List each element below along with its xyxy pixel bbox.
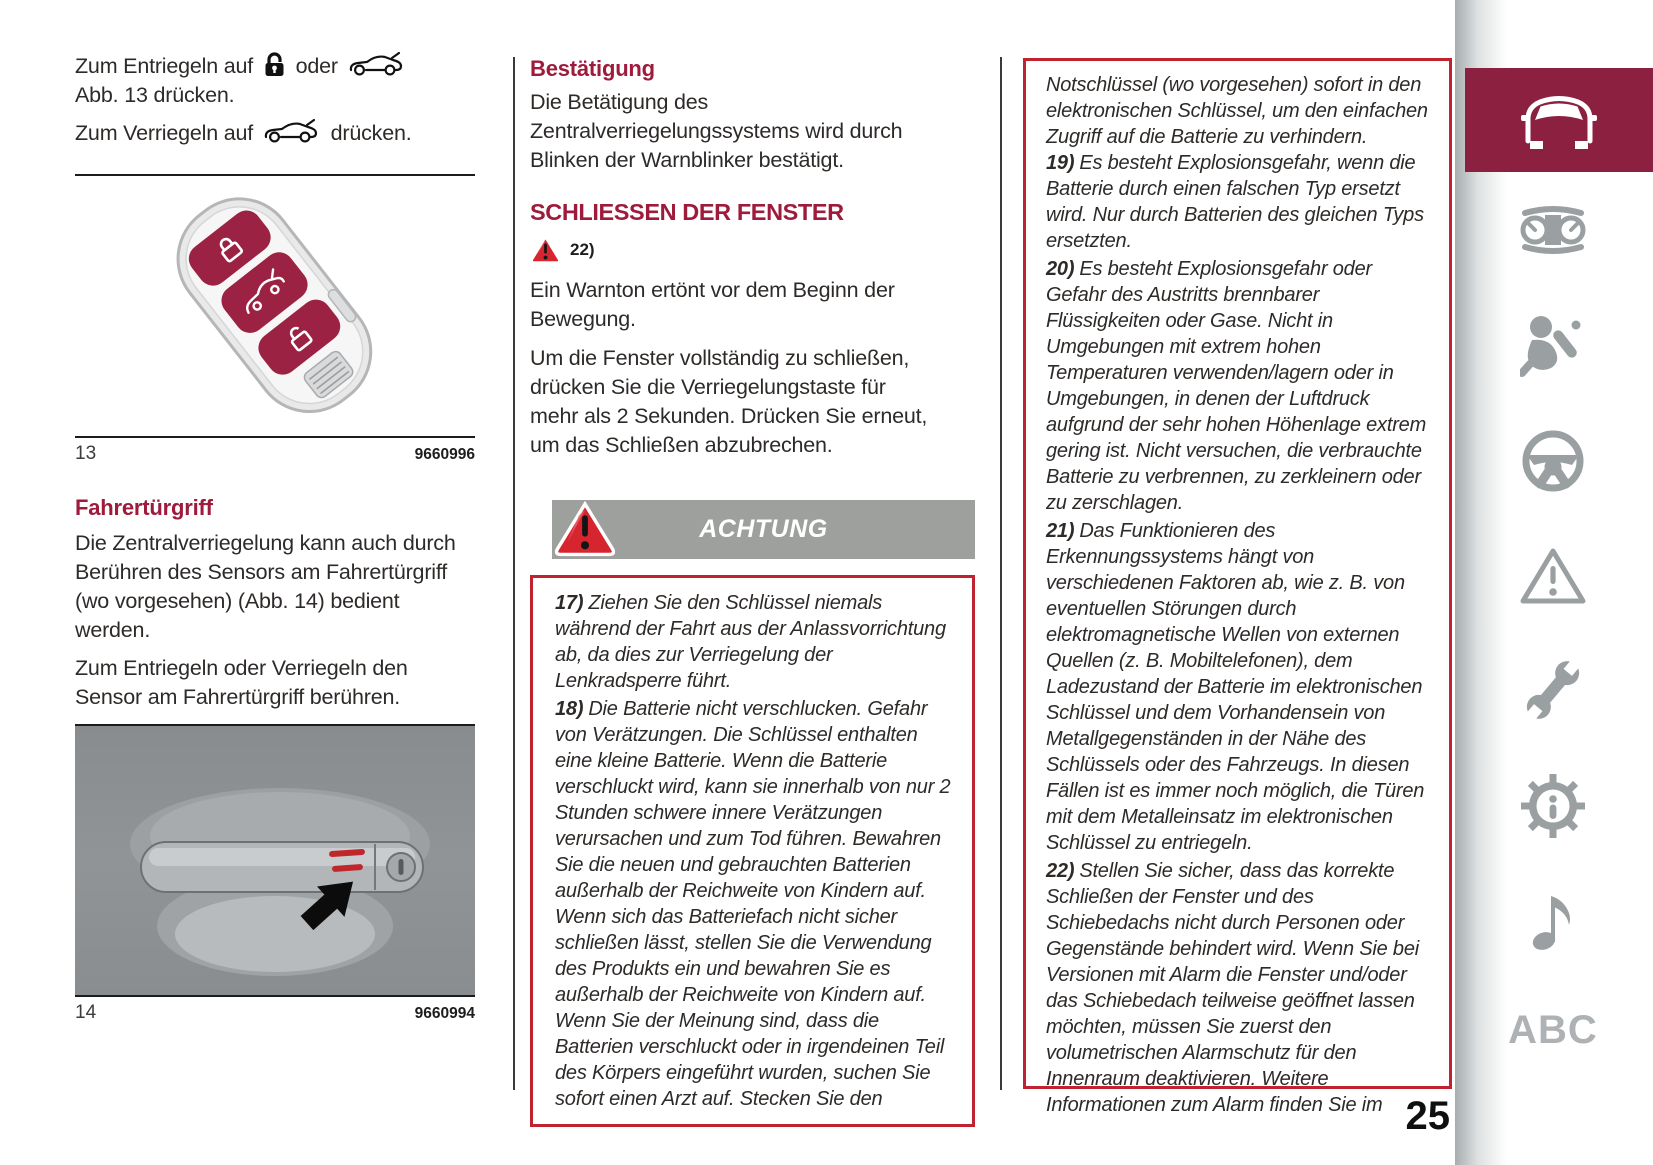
figure-number: 13	[75, 443, 97, 464]
warning-item: 20) Es besteht Explosionsgefahr oder Gefahr des Austritts brennbarer Flüssigkeiten oder Gase. Nicht in Umgebungen mit extrem hohen Temperaturen verwenden/lagern oder in Umgebungen, in denen der Luftdruck aufgrund der sehr hohen Höhenlage extrem gering ist. Nicht versuchen, die verbrauchte Batterie zu verbrennen, zu zerkleinern oder zu zerschlagen.	[1046, 258, 1427, 514]
warning-item: 22) Stellen Sie sicher, dass das korrekte Schließen der Fenster und des Schiebedachs nicht durch Personen oder Gegenstände behindert wird. Wenn Sie bei Versionen mit Alarm die Fenster und/oder das Schiebedach teilweise geöffnet lassen möchten, müssen Sie zuerst den volumetrischen Alarmschutz für den Innenraum deaktivieren. Weitere Informationen zum Alarm finden Sie im	[1046, 860, 1419, 1116]
sidebar-tab-driving[interactable]	[1505, 428, 1601, 494]
figure-number: 14	[75, 1002, 97, 1023]
figure-code: 9660994	[414, 1005, 475, 1022]
paragraph: Zum Entriegeln oder Verriegeln den Sensor am Fahrertürgriff berühren.	[75, 656, 408, 709]
paragraph: Die Betätigung des Zentralverriegelungssystems wird durch Blinken der Warnblinker bestätigt.	[530, 90, 903, 172]
footnote-reference	[530, 236, 975, 264]
paragraph: Ein Warnton ertönt vor dem Beginn der Bewegung.	[530, 278, 895, 331]
figure-13-key-fob	[75, 174, 475, 438]
column-divider	[513, 57, 515, 1090]
sidebar-shadow	[1455, 0, 1507, 1165]
warning-box-17-18	[530, 575, 975, 1127]
page-number: 25	[1405, 1094, 1450, 1138]
airbag-safety-icon	[1520, 312, 1586, 378]
sidebar-tab-dashboard[interactable]	[1505, 205, 1601, 255]
car-side-icon	[348, 50, 406, 78]
warning-item-continued: Notschlüssel (wo vorgesehen) sofort in den elektronischen Schlüssel, um den einfachen Zugriff auf die Batterie zu verhindern.	[1046, 74, 1428, 148]
sidebar-tab-index[interactable]	[1505, 1008, 1601, 1053]
paragraph: Die Zentralverriegelung kann auch durch Berühren des Sensors am Fahrertürgriff (wo vorgesehen) (Abb. 14) bedient werden.	[75, 531, 456, 642]
key-fob-illustration	[85, 178, 465, 434]
paragraph: Um die Fenster vollständig zu schließen, drücken Sie die Verriegelungstaste für mehr als 2 Sekunden. Drücken Sie erneut, um das Schließen abzubrechen.	[530, 346, 928, 457]
middle-column	[530, 50, 975, 1127]
figure-14-caption	[75, 1002, 475, 1024]
sidebar-tab-vehicle-active[interactable]	[1465, 68, 1653, 172]
steering-wheel-icon	[1520, 428, 1586, 494]
abc-index-label: ABC	[1508, 1008, 1598, 1052]
lock-instruction: Zum Verriegeln auf drücken.	[75, 117, 475, 148]
section-heading-fahrertuergriff: Fahrertürgriff	[75, 495, 213, 520]
sidebar-tab-warnings[interactable]	[1505, 545, 1601, 607]
warning-triangle-red-icon	[530, 236, 561, 264]
warning-triangle-red-icon	[554, 501, 616, 558]
dashboard-gauges-icon	[1514, 205, 1592, 255]
warning-item: 19) Es besteht Explosionsgefahr, wenn die Batterie durch einen falschen Typ ersetzt wird. Nur durch Batterien des gleichen Typs ersetzten.	[1046, 152, 1424, 252]
figure-code: 9660996	[414, 446, 475, 463]
column-divider	[1000, 57, 1002, 1090]
car-front-icon	[1517, 89, 1601, 151]
sidebar-tab-safety[interactable]	[1505, 312, 1601, 378]
sidebar-tab-maintenance[interactable]	[1505, 656, 1601, 724]
car-side-icon	[263, 117, 321, 145]
gear-info-icon	[1520, 773, 1586, 839]
figure-13-caption	[75, 443, 475, 465]
left-column	[75, 50, 475, 1024]
warning-item: 21) Das Funktionieren des Erkennungssystems hängt von verschiedenen Faktoren ab, wie z. B. von eventuellen Störungen durch elektromagnetische Wellen von externen Quellen (z. B. Mobiltelefonen), dem Ladezustand der Batterie im elektronischen Schlüssel und dem Vorhandensein von Metallgegenständen in der Nähe des Schlüssels oder des Fahrzeugs. In diesen Fällen ist es immer noch möglich, die Türen mit dem Metalleinsatz im elektronischen Schlüssel zu entriegeln.	[1046, 520, 1425, 854]
unlock-icon	[263, 52, 286, 78]
achtung-header-bar	[552, 500, 975, 559]
door-handle-photo	[75, 726, 475, 995]
section-heading-schliessen-der-fenster: SCHLIESSEN DER FENSTER	[530, 199, 844, 225]
warning-item: 18) Die Batterie nicht verschlucken. Gefahr von Verätzungen. Die Schlüssel enthalten eine kleine Batterie. Wenn die Batterie verschluckt wird, kann sie innerhalb von nur 2 Stunden schwere innere Verätzungen verursachen und zum Tod führen. Bewahren Sie die neuen und gebrauchten Batterien außerhalb der Reichweite von Kindern auf. Wenn sich das Batteriefach nicht sicher schließen lässt, stellen Sie die Verwendung des Produkts ein und bewahren Sie es außerhalb der Reichweite von Kindern auf. Wenn Sie der Meinung sind, dass die Batterien verschluckt oder in irgendeinen Teil des Körpers eingeführt wurden, suchen Sie sofort einen Arzt auf. Stecken Sie den	[555, 698, 951, 1110]
section-heading-bestaetigung: Bestätigung	[530, 56, 655, 81]
sidebar-tab-multimedia[interactable]	[1505, 888, 1601, 952]
wrench-icon	[1520, 656, 1586, 724]
footnote-number: 22)	[570, 240, 595, 259]
unlock-instruction: Zum Entriegeln auf oder Abb. 13 drücken.	[75, 50, 475, 110]
warning-triangle-icon	[1518, 545, 1588, 607]
figure-14-door-handle	[75, 724, 475, 997]
sidebar-tab-technical-info[interactable]	[1505, 773, 1601, 839]
achtung-label: ACHTUNG	[699, 515, 828, 543]
music-note-icon	[1530, 888, 1576, 952]
warning-item: 17) Ziehen Sie den Schlüssel niemals während der Fahrt aus der Anlassvorrichtung ab, da dies zur Verriegelung der Lenkradsperre führt.	[555, 592, 946, 692]
